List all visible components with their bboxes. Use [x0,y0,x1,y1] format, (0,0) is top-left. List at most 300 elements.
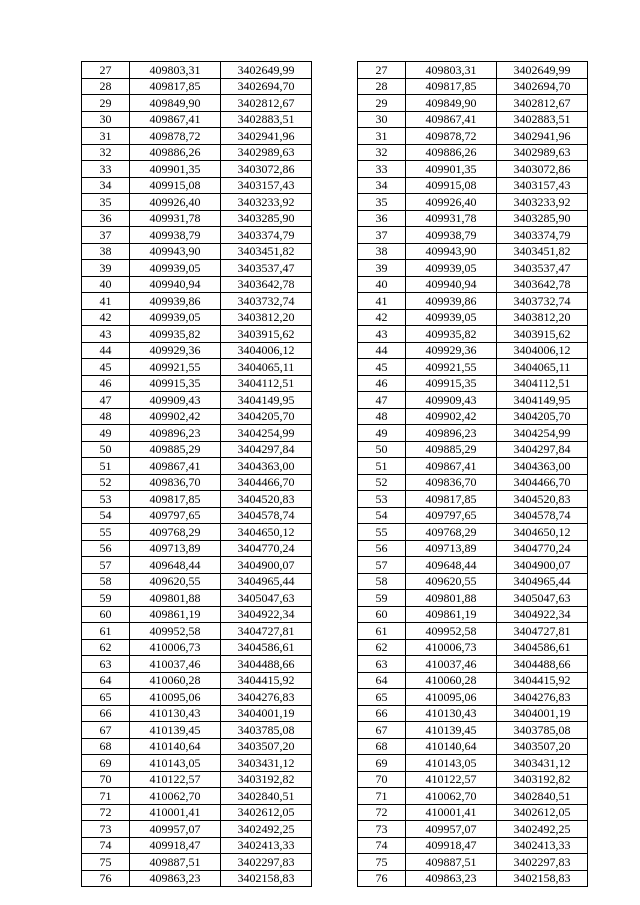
right-point-number-cell: 48 [358,408,406,425]
left-x-coordinate-cell: 409935,82 [130,326,221,343]
left-y-coordinate-cell: 3404520,83 [221,491,312,508]
left-x-coordinate-cell: 410143,05 [130,755,221,772]
right-point-number-cell: 49 [358,425,406,442]
column-gap [312,623,358,640]
right-point-number-cell: 47 [358,392,406,409]
left-point-number-cell: 47 [82,392,130,409]
left-point-number-cell: 58 [82,573,130,590]
right-point-number-cell: 29 [358,95,406,112]
right-y-coordinate-cell: 3404727,81 [497,623,588,640]
right-point-number-cell: 72 [358,804,406,821]
column-gap [312,689,358,706]
table-row [82,408,588,425]
right-x-coordinate-cell: 410143,05 [406,755,497,772]
table-row [82,491,588,508]
right-point-number-cell: 54 [358,507,406,524]
table-row [82,656,588,673]
coordinates-table [81,61,588,887]
left-y-coordinate-cell: 3403192,82 [221,771,312,788]
column-gap [312,656,358,673]
right-point-number-cell: 31 [358,128,406,145]
table-row [82,194,588,211]
right-point-number-cell: 65 [358,689,406,706]
right-y-coordinate-cell: 3405047,63 [497,590,588,607]
right-point-number-cell: 75 [358,854,406,871]
right-point-number-cell: 63 [358,656,406,673]
left-x-coordinate-cell: 409957,07 [130,821,221,838]
right-y-coordinate-cell: 3404415,92 [497,672,588,689]
left-x-coordinate-cell: 409939,05 [130,309,221,326]
right-x-coordinate-cell: 409887,51 [406,854,497,871]
column-gap [312,491,358,508]
column-gap [312,458,358,475]
left-y-coordinate-cell: 3404727,81 [221,623,312,640]
right-x-coordinate-cell: 410095,06 [406,689,497,706]
right-point-number-cell: 37 [358,227,406,244]
right-point-number-cell: 42 [358,309,406,326]
left-y-coordinate-cell: 3404065,11 [221,359,312,376]
left-y-coordinate-cell: 3402989,63 [221,144,312,161]
right-y-coordinate-cell: 3404770,24 [497,540,588,557]
column-gap [312,804,358,821]
table-row [82,210,588,227]
table-row [82,293,588,310]
right-y-coordinate-cell: 3403812,20 [497,309,588,326]
column-gap [312,854,358,871]
right-y-coordinate-cell: 3403285,90 [497,210,588,227]
right-point-number-cell: 71 [358,788,406,805]
right-x-coordinate-cell: 409797,65 [406,507,497,524]
column-gap [312,870,358,887]
left-point-number-cell: 36 [82,210,130,227]
right-x-coordinate-cell: 409939,86 [406,293,497,310]
right-y-coordinate-cell: 3403507,20 [497,738,588,755]
table-row [82,689,588,706]
left-point-number-cell: 72 [82,804,130,821]
left-y-coordinate-cell: 3404149,95 [221,392,312,409]
left-x-coordinate-cell: 409926,40 [130,194,221,211]
left-x-coordinate-cell: 409648,44 [130,557,221,574]
right-point-number-cell: 38 [358,243,406,260]
left-y-coordinate-cell: 3403431,12 [221,755,312,772]
right-x-coordinate-cell: 409915,08 [406,177,497,194]
right-x-coordinate-cell: 409957,07 [406,821,497,838]
left-x-coordinate-cell: 409921,55 [130,359,221,376]
column-gap [312,177,358,194]
left-x-coordinate-cell: 409902,42 [130,408,221,425]
right-point-number-cell: 55 [358,524,406,541]
column-gap [312,392,358,409]
left-y-coordinate-cell: 3402812,67 [221,95,312,112]
right-x-coordinate-cell: 409915,35 [406,375,497,392]
left-y-coordinate-cell: 3403812,20 [221,309,312,326]
left-x-coordinate-cell: 409887,51 [130,854,221,871]
right-y-coordinate-cell: 3404276,83 [497,689,588,706]
column-gap [312,540,358,557]
left-point-number-cell: 44 [82,342,130,359]
left-point-number-cell: 32 [82,144,130,161]
right-y-coordinate-cell: 3402812,67 [497,95,588,112]
column-gap [312,128,358,145]
right-point-number-cell: 30 [358,111,406,128]
left-point-number-cell: 30 [82,111,130,128]
left-y-coordinate-cell: 3403233,92 [221,194,312,211]
right-y-coordinate-cell: 3402297,83 [497,854,588,871]
left-x-coordinate-cell: 410001,41 [130,804,221,821]
column-gap [312,309,358,326]
column-gap [312,821,358,838]
left-y-coordinate-cell: 3403374,79 [221,227,312,244]
left-x-coordinate-cell: 409952,58 [130,623,221,640]
right-x-coordinate-cell: 410140,64 [406,738,497,755]
column-gap [312,639,358,656]
left-point-number-cell: 42 [82,309,130,326]
left-y-coordinate-cell: 3404466,70 [221,474,312,491]
right-point-number-cell: 46 [358,375,406,392]
left-x-coordinate-cell: 409867,41 [130,458,221,475]
left-x-coordinate-cell: 409896,23 [130,425,221,442]
table-row [82,309,588,326]
left-point-number-cell: 52 [82,474,130,491]
right-point-number-cell: 52 [358,474,406,491]
right-point-number-cell: 74 [358,837,406,854]
left-y-coordinate-cell: 3403537,47 [221,260,312,277]
table-row [82,722,588,739]
column-gap [312,375,358,392]
left-x-coordinate-cell: 409940,94 [130,276,221,293]
column-gap [312,276,358,293]
right-y-coordinate-cell: 3404205,70 [497,408,588,425]
left-y-coordinate-cell: 3402840,51 [221,788,312,805]
left-point-number-cell: 50 [82,441,130,458]
table-row [82,755,588,772]
table-row [82,144,588,161]
right-x-coordinate-cell: 410062,70 [406,788,497,805]
left-point-number-cell: 61 [82,623,130,640]
right-point-number-cell: 60 [358,606,406,623]
right-y-coordinate-cell: 3404297,84 [497,441,588,458]
left-x-coordinate-cell: 410062,70 [130,788,221,805]
table-row [82,243,588,260]
left-x-coordinate-cell: 409915,35 [130,375,221,392]
left-y-coordinate-cell: 3403507,20 [221,738,312,755]
column-gap [312,672,358,689]
left-point-number-cell: 73 [82,821,130,838]
right-x-coordinate-cell: 409867,41 [406,458,497,475]
left-y-coordinate-cell: 3402158,83 [221,870,312,887]
left-point-number-cell: 45 [82,359,130,376]
right-point-number-cell: 68 [358,738,406,755]
table-row [82,573,588,590]
column-gap [312,111,358,128]
left-point-number-cell: 55 [82,524,130,541]
left-y-coordinate-cell: 3402694,70 [221,78,312,95]
right-x-coordinate-cell: 409909,43 [406,392,497,409]
right-x-coordinate-cell: 409885,29 [406,441,497,458]
left-y-coordinate-cell: 3402413,33 [221,837,312,854]
left-x-coordinate-cell: 409901,35 [130,161,221,178]
table-row [82,177,588,194]
column-gap [312,524,358,541]
right-x-coordinate-cell: 409901,35 [406,161,497,178]
table-row [82,821,588,838]
left-x-coordinate-cell: 409939,05 [130,260,221,277]
right-x-coordinate-cell: 409886,26 [406,144,497,161]
left-y-coordinate-cell: 3404415,92 [221,672,312,689]
right-y-coordinate-cell: 3404586,61 [497,639,588,656]
table-row [82,837,588,854]
table-row [82,590,588,607]
table-row [82,557,588,574]
table-row [82,276,588,293]
left-x-coordinate-cell: 409918,47 [130,837,221,854]
left-point-number-cell: 51 [82,458,130,475]
right-point-number-cell: 39 [358,260,406,277]
column-gap [312,243,358,260]
left-point-number-cell: 66 [82,705,130,722]
table-row [82,854,588,871]
column-gap [312,738,358,755]
column-gap [312,260,358,277]
right-y-coordinate-cell: 3404001,19 [497,705,588,722]
right-point-number-cell: 51 [358,458,406,475]
table-row [82,771,588,788]
left-x-coordinate-cell: 410095,06 [130,689,221,706]
left-x-coordinate-cell: 409803,31 [130,62,221,79]
right-point-number-cell: 73 [358,821,406,838]
left-point-number-cell: 71 [82,788,130,805]
right-x-coordinate-cell: 410060,28 [406,672,497,689]
right-x-coordinate-cell: 409878,72 [406,128,497,145]
right-point-number-cell: 43 [358,326,406,343]
left-x-coordinate-cell: 409861,19 [130,606,221,623]
table-row [82,359,588,376]
right-y-coordinate-cell: 3403233,92 [497,194,588,211]
left-y-coordinate-cell: 3405047,63 [221,590,312,607]
left-x-coordinate-cell: 409886,26 [130,144,221,161]
right-point-number-cell: 76 [358,870,406,887]
left-x-coordinate-cell: 409849,90 [130,95,221,112]
right-y-coordinate-cell: 3402840,51 [497,788,588,805]
column-gap [312,161,358,178]
left-y-coordinate-cell: 3404205,70 [221,408,312,425]
left-y-coordinate-cell: 3404770,24 [221,540,312,557]
left-y-coordinate-cell: 3404276,83 [221,689,312,706]
right-x-coordinate-cell: 409836,70 [406,474,497,491]
left-y-coordinate-cell: 3402297,83 [221,854,312,871]
left-y-coordinate-cell: 3403285,90 [221,210,312,227]
column-gap [312,194,358,211]
table-row [82,95,588,112]
left-point-number-cell: 33 [82,161,130,178]
right-x-coordinate-cell: 409902,42 [406,408,497,425]
left-y-coordinate-cell: 3403732,74 [221,293,312,310]
left-point-number-cell: 65 [82,689,130,706]
table-row [82,342,588,359]
left-x-coordinate-cell: 410060,28 [130,672,221,689]
column-gap [312,227,358,244]
column-gap [312,144,358,161]
right-y-coordinate-cell: 3404006,12 [497,342,588,359]
left-x-coordinate-cell: 410140,64 [130,738,221,755]
column-gap [312,755,358,772]
right-point-number-cell: 61 [358,623,406,640]
right-y-coordinate-cell: 3404922,34 [497,606,588,623]
right-y-coordinate-cell: 3402694,70 [497,78,588,95]
table-row [82,738,588,755]
left-x-coordinate-cell: 409801,88 [130,590,221,607]
right-x-coordinate-cell: 409713,89 [406,540,497,557]
right-y-coordinate-cell: 3402989,63 [497,144,588,161]
left-point-number-cell: 43 [82,326,130,343]
left-point-number-cell: 67 [82,722,130,739]
right-y-coordinate-cell: 3402158,83 [497,870,588,887]
column-gap [312,573,358,590]
right-x-coordinate-cell: 409939,05 [406,309,497,326]
left-x-coordinate-cell: 410122,57 [130,771,221,788]
right-x-coordinate-cell: 409943,90 [406,243,497,260]
right-point-number-cell: 59 [358,590,406,607]
left-x-coordinate-cell: 409931,78 [130,210,221,227]
right-y-coordinate-cell: 3402413,33 [497,837,588,854]
right-point-number-cell: 33 [358,161,406,178]
right-y-coordinate-cell: 3403537,47 [497,260,588,277]
left-x-coordinate-cell: 410037,46 [130,656,221,673]
left-point-number-cell: 64 [82,672,130,689]
left-x-coordinate-cell: 410139,45 [130,722,221,739]
left-y-coordinate-cell: 3403451,82 [221,243,312,260]
left-point-number-cell: 53 [82,491,130,508]
left-point-number-cell: 59 [82,590,130,607]
right-y-coordinate-cell: 3402883,51 [497,111,588,128]
right-x-coordinate-cell: 410006,73 [406,639,497,656]
left-x-coordinate-cell: 409713,89 [130,540,221,557]
left-point-number-cell: 70 [82,771,130,788]
left-y-coordinate-cell: 3404900,07 [221,557,312,574]
table-row [82,111,588,128]
table-row [82,260,588,277]
right-x-coordinate-cell: 409849,90 [406,95,497,112]
column-gap [312,474,358,491]
left-x-coordinate-cell: 409943,90 [130,243,221,260]
left-x-coordinate-cell: 409878,72 [130,128,221,145]
left-y-coordinate-cell: 3403642,78 [221,276,312,293]
left-point-number-cell: 29 [82,95,130,112]
left-y-coordinate-cell: 3404006,12 [221,342,312,359]
column-gap [312,771,358,788]
left-point-number-cell: 49 [82,425,130,442]
left-point-number-cell: 31 [82,128,130,145]
left-y-coordinate-cell: 3403785,08 [221,722,312,739]
table-row [82,62,588,79]
right-point-number-cell: 28 [358,78,406,95]
table-row [82,540,588,557]
right-point-number-cell: 41 [358,293,406,310]
right-point-number-cell: 34 [358,177,406,194]
right-x-coordinate-cell: 409921,55 [406,359,497,376]
right-y-coordinate-cell: 3402941,96 [497,128,588,145]
left-point-number-cell: 57 [82,557,130,574]
left-point-number-cell: 46 [82,375,130,392]
right-point-number-cell: 58 [358,573,406,590]
right-x-coordinate-cell: 409952,58 [406,623,497,640]
left-point-number-cell: 48 [82,408,130,425]
left-x-coordinate-cell: 409797,65 [130,507,221,524]
column-gap [312,95,358,112]
right-point-number-cell: 50 [358,441,406,458]
table-row [82,705,588,722]
table-row [82,128,588,145]
right-y-coordinate-cell: 3403785,08 [497,722,588,739]
right-x-coordinate-cell: 409801,88 [406,590,497,607]
column-gap [312,326,358,343]
table-row [82,458,588,475]
right-x-coordinate-cell: 409935,82 [406,326,497,343]
left-x-coordinate-cell: 409863,23 [130,870,221,887]
left-y-coordinate-cell: 3404001,19 [221,705,312,722]
table-row [82,78,588,95]
column-gap [312,837,358,854]
right-y-coordinate-cell: 3404578,74 [497,507,588,524]
right-point-number-cell: 32 [358,144,406,161]
right-y-coordinate-cell: 3404466,70 [497,474,588,491]
left-y-coordinate-cell: 3404922,34 [221,606,312,623]
column-gap [312,507,358,524]
left-y-coordinate-cell: 3403157,43 [221,177,312,194]
left-y-coordinate-cell: 3404254,99 [221,425,312,442]
left-x-coordinate-cell: 409817,85 [130,78,221,95]
right-point-number-cell: 69 [358,755,406,772]
right-x-coordinate-cell: 409918,47 [406,837,497,854]
column-gap [312,408,358,425]
left-x-coordinate-cell: 409915,08 [130,177,221,194]
table-body [82,62,588,887]
left-point-number-cell: 68 [82,738,130,755]
column-gap [312,62,358,79]
left-y-coordinate-cell: 3404578,74 [221,507,312,524]
left-y-coordinate-cell: 3402492,25 [221,821,312,838]
table-row [82,606,588,623]
right-y-coordinate-cell: 3403642,78 [497,276,588,293]
right-point-number-cell: 64 [358,672,406,689]
right-x-coordinate-cell: 410122,57 [406,771,497,788]
left-point-number-cell: 56 [82,540,130,557]
right-point-number-cell: 66 [358,705,406,722]
left-y-coordinate-cell: 3402649,99 [221,62,312,79]
right-y-coordinate-cell: 3404488,66 [497,656,588,673]
table-row [82,441,588,458]
table-row [82,524,588,541]
column-gap [312,441,358,458]
right-y-coordinate-cell: 3402649,99 [497,62,588,79]
left-x-coordinate-cell: 409885,29 [130,441,221,458]
left-point-number-cell: 75 [82,854,130,871]
right-point-number-cell: 56 [358,540,406,557]
right-x-coordinate-cell: 409931,78 [406,210,497,227]
right-x-coordinate-cell: 409896,23 [406,425,497,442]
right-x-coordinate-cell: 409861,19 [406,606,497,623]
left-x-coordinate-cell: 409938,79 [130,227,221,244]
table-row [82,788,588,805]
left-point-number-cell: 74 [82,837,130,854]
left-x-coordinate-cell: 409939,86 [130,293,221,310]
left-point-number-cell: 27 [82,62,130,79]
left-y-coordinate-cell: 3404488,66 [221,656,312,673]
table-row [82,474,588,491]
left-y-coordinate-cell: 3402941,96 [221,128,312,145]
right-y-coordinate-cell: 3403192,82 [497,771,588,788]
right-y-coordinate-cell: 3404900,07 [497,557,588,574]
